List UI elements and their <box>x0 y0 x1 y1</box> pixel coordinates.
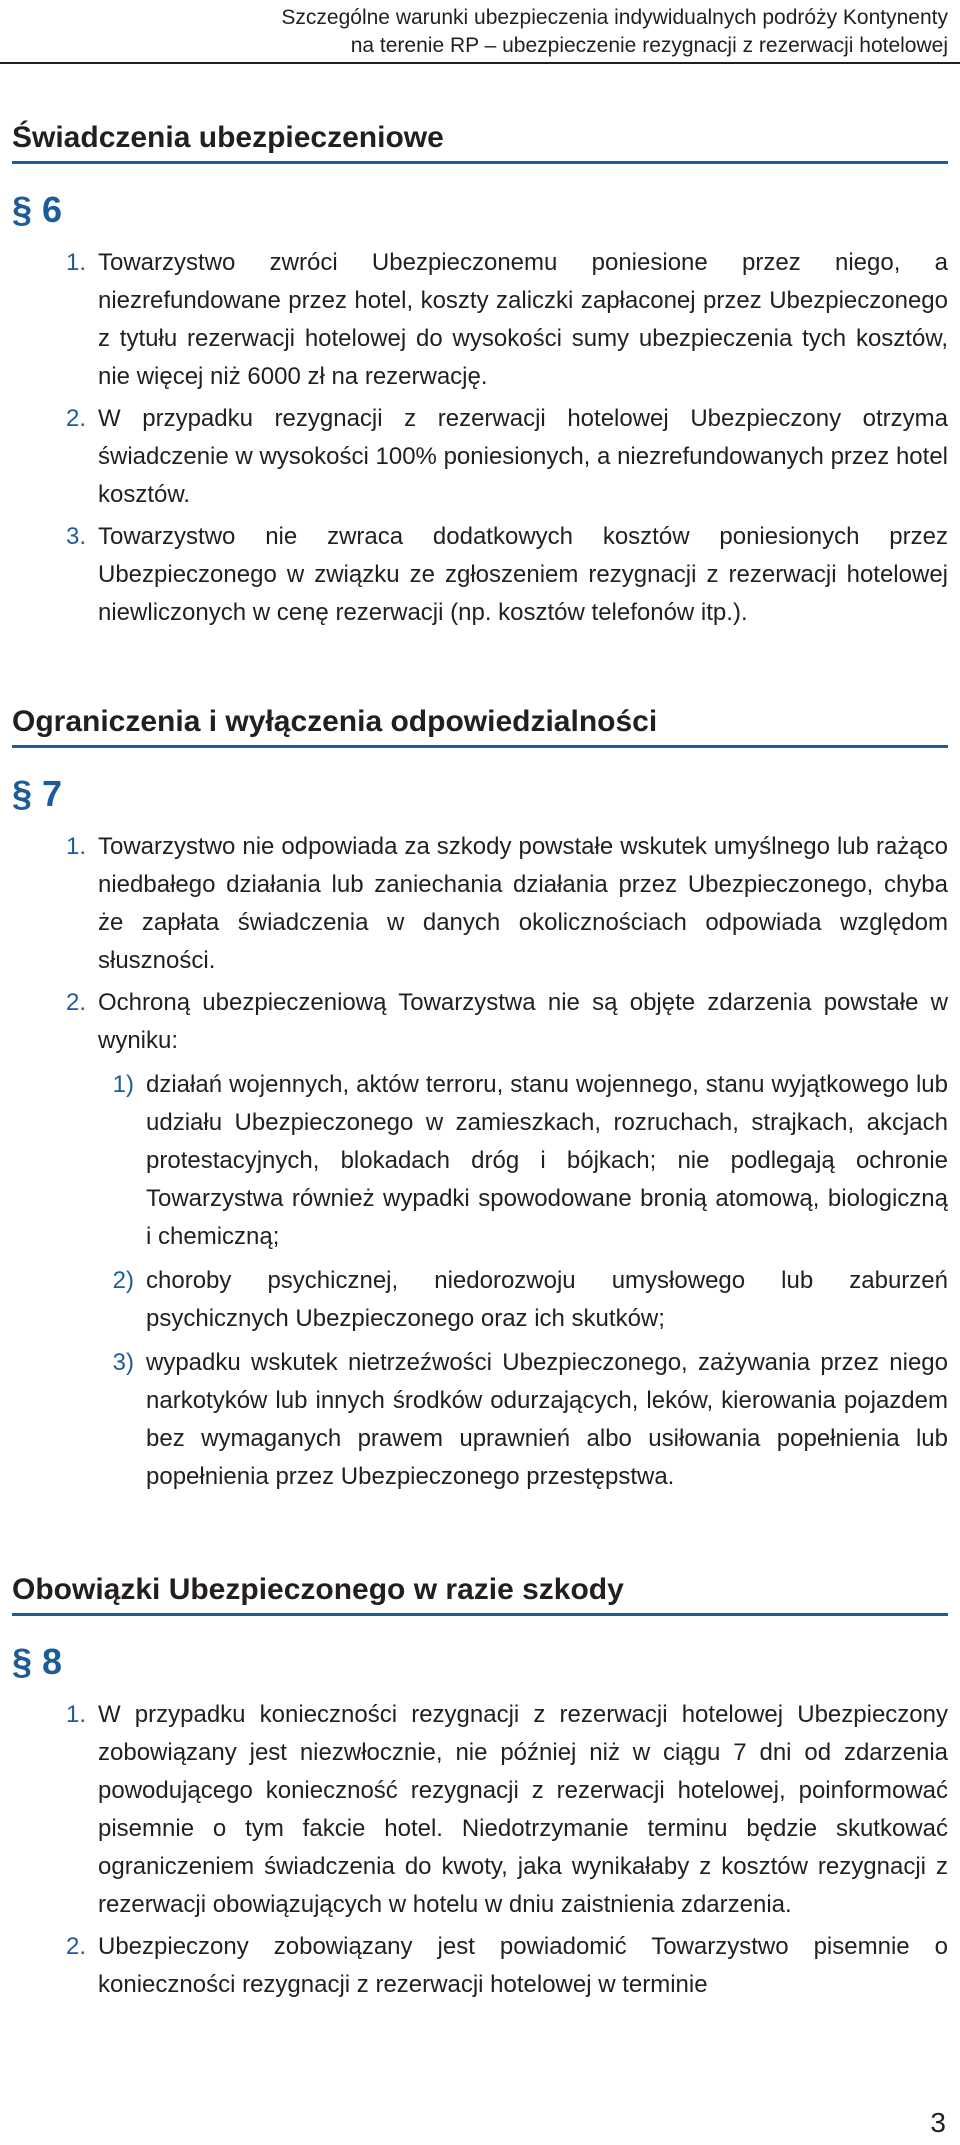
item-text: Towarzystwo zwróci Ubezpieczonemu poniesione przez niego, a niezrefundowane przez hotel, koszty zaliczki zapłaconej przez Ubezpieczonego z tytułu rezerwacji hotelowej do wysokości sumy ubezpieczenia tych kosztów, nie więcej niż 6000 zł na rezerwację. <box>98 249 948 390</box>
paragraph-number: § 6 <box>12 189 63 230</box>
section-benefits <box>12 120 948 632</box>
list-item <box>12 400 948 514</box>
sub-item-text: wypadku wskutek nietrzeźwości Ubezpieczonego, zażywania przez niego narkotyków lub innych środków odurzających, leków, kierowania pojazdem bez wymaganych prawem uprawnień albo usiłowania popełnienia lub popełnienia przez Ubezpieczonego przestępstwa. <box>146 1349 948 1490</box>
sub-item-number: 3) <box>112 1349 134 1376</box>
paragraph-number: § 8 <box>12 1641 63 1682</box>
sub-item-text: działań wojennych, aktów terroru, stanu wojennego, stanu wyjątkowego lub udziału Ubezpieczonego w zamieszkach, rozruchach, strajkach, akcjach protestacyjnych, blokadach dróg i bójkach; nie podlegają ochronie Towarzystwa również wypadki spowodowane bronią atomową, biologiczną i chemiczną; <box>146 1071 948 1250</box>
item-number: 2. <box>65 405 86 432</box>
section-title: Ograniczenia i wyłączenia odpowiedzialności <box>12 704 948 748</box>
page-number: 3 <box>930 2107 946 2138</box>
list-item <box>12 244 948 396</box>
item-number: 2. <box>65 989 86 1016</box>
paragraph-number: § 7 <box>12 773 63 814</box>
sub-list-item <box>12 1262 948 1338</box>
item-text: Towarzystwo nie zwraca dodatkowych kosztów poniesionych przez Ubezpieczonego w związku ze zgłoszeniem rezygnacji z rezerwacji hotelowej niewliczonych w cenę rezerwacji (np. kosztów telefonów itp.). <box>98 523 948 626</box>
item-text: Ubezpieczony zobowiązany jest powiadomić Towarzystwo pisemnie o konieczności rezygnacji z rezerwacji hotelowej w terminie <box>98 1933 948 1998</box>
item-text: Ochroną ubezpieczeniową Towarzystwa nie są objęte zdarzenia powstałe w wyniku: <box>98 989 948 1054</box>
sub-item-number: 1) <box>112 1071 134 1098</box>
list-item <box>12 828 948 980</box>
section-obligations <box>12 1572 948 2004</box>
item-text: W przypadku rezygnacji z rezerwacji hotelowej Ubezpieczony otrzyma świadczenie w wysokości 100% poniesionych, a niezrefundowanych przez hotel kosztów. <box>98 405 948 508</box>
item-number: 3. <box>65 523 86 550</box>
sub-item-text: choroby psychicznej, niedorozwoju umysłowego lub zaburzeń psychicznych Ubezpieczonego oraz ich skutków; <box>146 1267 948 1332</box>
running-header <box>281 4 948 60</box>
item-text: W przypadku konieczności rezygnacji z rezerwacji hotelowej Ubezpieczony zobowiązany jest niezwłocznie, nie później niż w ciągu 7 dni od zdarzenia powodującego konieczność rezygnacji z rezerwacji hotelowej, poinformować pisemnie o tym fakcie hotel. Niedotrzymanie terminu będzie skutkować ograniczeniem świadczenia do kwoty, jaka wynikałaby z kosztów rezygnacji z rezerwacji obowiązujących w hotelu w dniu zaistnienia zdarzenia. <box>98 1701 948 1918</box>
item-number: 1. <box>65 1701 86 1728</box>
item-number: 2. <box>65 1933 86 1960</box>
header-divider <box>0 62 960 64</box>
list-item <box>12 1928 948 2004</box>
running-header-line2: na terenie RP – ubezpieczenie rezygnacji z rezerwacji hotelowej <box>350 34 948 57</box>
sub-list-item <box>12 1344 948 1496</box>
sub-item-number: 2) <box>112 1267 134 1294</box>
item-number: 1. <box>65 249 86 276</box>
list-item <box>12 518 948 632</box>
item-number: 1. <box>65 833 86 860</box>
section-title: Świadczenia ubezpieczeniowe <box>12 120 948 164</box>
list-item <box>12 984 948 1060</box>
list-item <box>12 1696 948 1924</box>
sub-list-item <box>12 1066 948 1256</box>
section-title: Obowiązki Ubezpieczonego w razie szkody <box>12 1572 948 1616</box>
section-exclusions <box>12 704 948 1496</box>
item-text: Towarzystwo nie odpowiada za szkody powstałe wskutek umyślnego lub rażąco niedbałego działania lub zaniechania działania przez Ubezpieczonego, chyba że zapłata świadczenia w danych okolicznościach odpowiada względom słuszności. <box>98 833 948 974</box>
running-header-line1: Szczególne warunki ubezpieczenia indywidualnych podróży Kontynenty <box>281 6 948 29</box>
